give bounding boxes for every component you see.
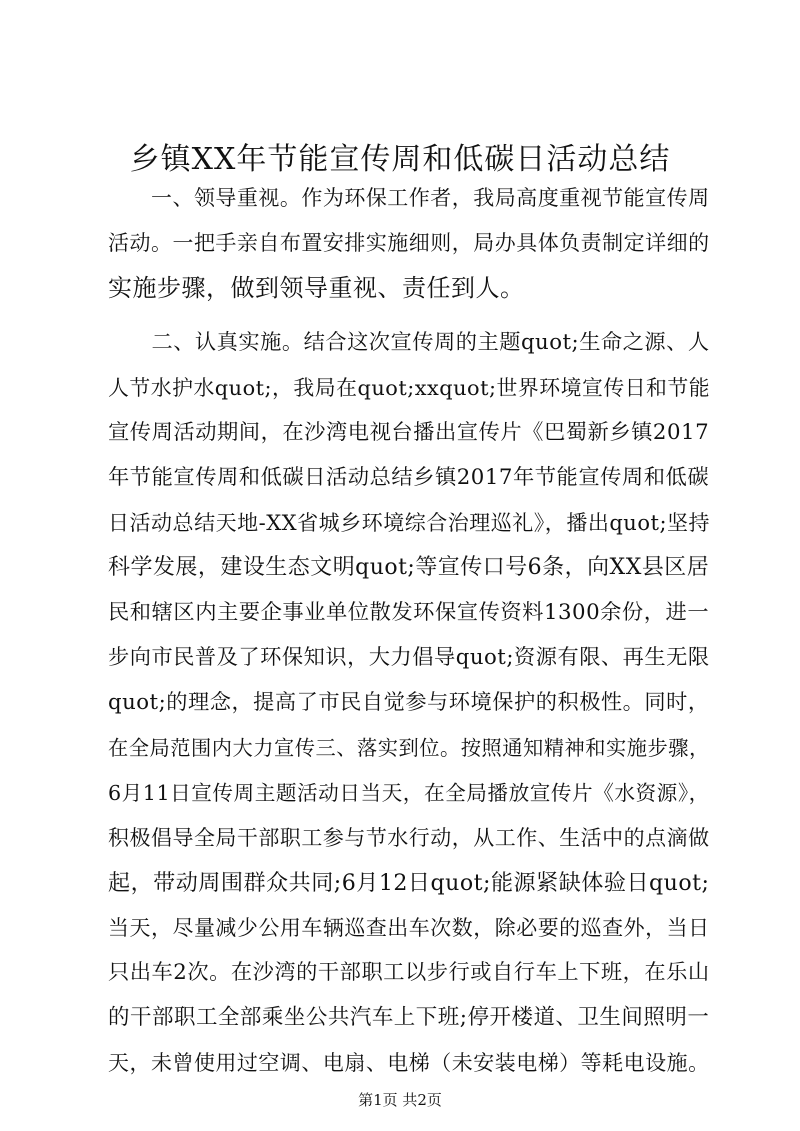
body-line: 天，未曾使用过空调、电扇、电梯（未安装电梯）等耗电设施。: [108, 1051, 710, 1075]
body-line: 民和辖区内主要企事业单位散发环保宣传资料1300余份，进一: [108, 600, 710, 625]
body-line: 一、领导重视。作为环保工作者，我局高度重视节能宣传周: [108, 186, 710, 210]
body-line: 步向市民普及了环保知识，大力倡导quot;资源有限、再生无限: [108, 645, 710, 670]
page-number: 第1页 共2页: [358, 1091, 442, 1109]
body-line: 日活动总结天地-XX省城乡环境综合治理巡礼》，播出quot;坚持: [108, 510, 711, 535]
body-line: 宣传周活动期间，在沙湾电视台播出宣传片《巴蜀新乡镇2017: [108, 420, 710, 445]
body-line: 只出车2次。在沙湾的干部职工以步行或自行车上下班，在乐山: [108, 960, 710, 985]
body-line: 二、认真实施。结合这次宣传周的主题quot;生命之源、人: [108, 330, 710, 355]
body-line: 6月11日宣传周主题活动日当天，在全局播放宣传片《水资源》，: [108, 781, 710, 805]
body-line: 的干部职工全部乘坐公共汽车上下班;停开楼道、卫生间照明一: [108, 1005, 710, 1030]
body-line: quot;的理念，提高了市民自觉参与环境保护的积极性。同时，: [108, 690, 710, 715]
body-line: 实施步骤，做到领导重视、责任到人。: [108, 274, 525, 302]
body-line: 积极倡导全局干部职工参与节水行动，从工作、生活中的点滴做: [108, 826, 710, 850]
document-title: 乡镇XX年节能宣传周和低碳日活动总结: [129, 142, 671, 177]
body-line: 活动。一把手亲自布置安排实施细则，局办具体负责制定详细的: [108, 231, 710, 255]
body-line: 人节水护水quot;，我局在quot;xxquot;世界环境宣传日和节能: [108, 376, 711, 400]
body-line: 当天，尽量减少公用车辆巡查出车次数，除必要的巡查外，当日: [108, 916, 710, 940]
body-line: 起，带动周围群众共同;6月12日quot;能源紧缺体验日quot;: [108, 870, 710, 896]
body-line: 科学发展，建设生态文明quot;等宣传口号6条，向XX县区居: [108, 555, 710, 580]
body-line: 年节能宣传周和低碳日活动总结乡镇2017年节能宣传周和低碳: [108, 465, 710, 490]
body-line: 在全局范围内大力宣传三、落实到位。按照通知精神和实施步骤，: [108, 736, 710, 760]
